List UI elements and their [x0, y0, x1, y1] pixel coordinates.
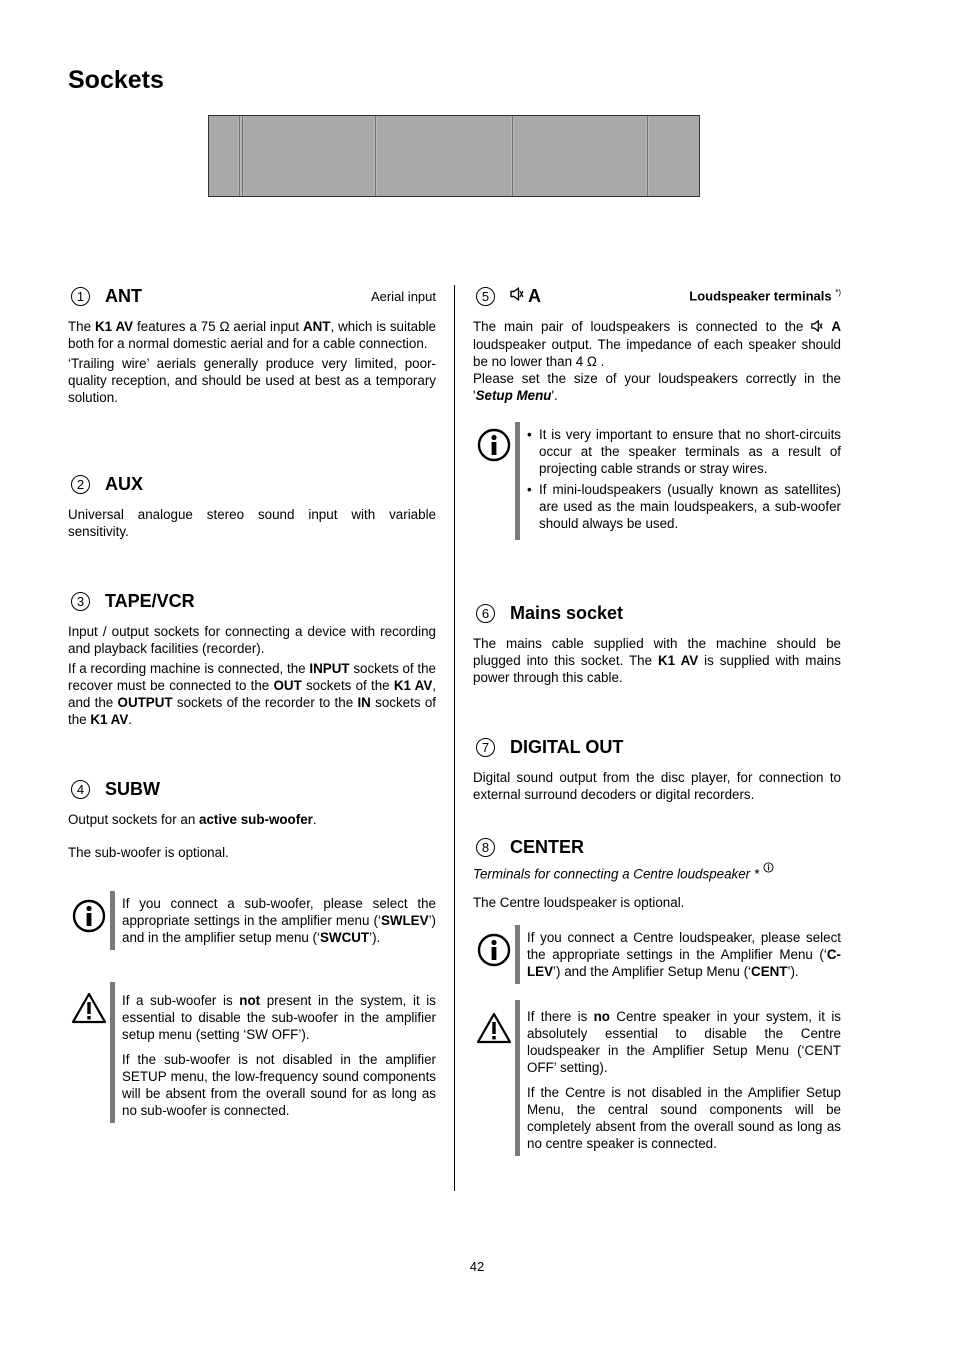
paragraph: Input / output sockets for connecting a device with recording and playback facilities (recorder). — [68, 624, 436, 656]
info-note — [473, 925, 841, 984]
number-badge: 7 — [476, 738, 495, 757]
number-badge: 3 — [71, 592, 90, 611]
section-title: AUX — [105, 473, 144, 494]
section-subw — [68, 777, 436, 1123]
section-ant — [68, 284, 436, 406]
section-title: TAPE/VCR — [105, 590, 195, 611]
page-number: 42 — [469, 1259, 485, 1274]
speaker-icon — [811, 319, 823, 336]
info-note — [473, 422, 841, 540]
info-icon — [473, 925, 515, 984]
section-center — [473, 835, 841, 1156]
section-digital-out — [473, 735, 841, 803]
speaker-icon — [510, 287, 524, 306]
paragraph: Output sockets for an active sub-woofer. — [68, 812, 317, 827]
bullet-item: • If mini-loudspeakers (usually known as satellites) are used as the main loudspeakers, a sub-woofer should always be used. — [527, 481, 841, 532]
section-title: Mains socket — [510, 602, 624, 623]
warning-icon — [473, 1000, 515, 1156]
section-title: ANT — [105, 285, 142, 306]
page-title: Sockets — [68, 66, 164, 94]
section-subtitle: Aerial input — [370, 288, 436, 304]
warning-text: If a sub-woofer is not present in the system, it is essential to disable the sub-woofer in the amplifier setup menu (setting ‘SW OFF’). — [122, 993, 436, 1042]
paragraph: The main pair of loudspeakers is connected to the A loudspeaker output. The impedance of each speaker should be no lower than 4 Ω . — [473, 319, 841, 369]
warning-note — [68, 982, 436, 1123]
warning-text: If the Centre is not disabled in the Amplifier Setup Menu, the central sound components will be completely absent from the overall sound as long as no centre speaker is connected. — [527, 1085, 841, 1152]
section-aux — [68, 472, 436, 540]
number-badge: 4 — [71, 780, 90, 799]
info-icon — [763, 866, 774, 881]
paragraph: Digital sound output from the disc player, for connection to external surround decoders or digital recorders. — [473, 770, 841, 802]
info-text: If you connect a Centre loudspeaker, please select the appropriate settings in the Amplifier Menu (‘C-LEV’) and the Amplifier Setup Menu (‘CENT’). — [527, 930, 841, 980]
warning-note — [473, 1000, 841, 1156]
section-title: SUBW — [105, 778, 160, 799]
paragraph: The mains cable supplied with the machine should be plugged into this socket. The K1 AV is supplied with mains power through this cable. — [473, 636, 842, 685]
paragraph: If a recording machine is connected, the INPUT sockets of the recover must be connected to the OUT sockets of the K1 AV, and the OUTPUT sockets of the recorder to the IN sockets of the K1 AV. — [68, 661, 437, 727]
section-mains — [473, 601, 841, 686]
info-note — [68, 891, 436, 950]
sockets-panel-image — [208, 115, 700, 197]
section-tape-vcr — [68, 589, 436, 728]
paragraph: ‘Trailing wire’ aerials generally produce very limited, poor-quality reception, and should be used at best as a temporary solution. — [68, 356, 436, 405]
section-title: DIGITAL OUT — [510, 736, 624, 757]
warning-icon — [68, 982, 110, 1123]
section-loudspeaker — [473, 284, 841, 540]
paragraph: The Centre loudspeaker is optional. — [473, 895, 685, 911]
number-badge: 8 — [476, 838, 495, 857]
warning-text: If the sub-woofer is not disabled in the amplifier SETUP menu, the low-frequency sound components will be absent from the overall sound for as long as no sub-woofer is connected. — [122, 1052, 436, 1118]
section-title: A — [528, 285, 541, 306]
paragraph: The K1 AV features a 75 Ω aerial input ANT, which is suitable both for a normal domestic aerial and for a cable connection. — [68, 319, 436, 351]
number-badge: 5 — [476, 287, 495, 306]
paragraph: Terminals for connecting a Centre loudspeaker * — [473, 862, 841, 882]
number-badge: 1 — [71, 287, 90, 306]
paragraph: Universal analogue stereo sound input with variable sensitivity. — [68, 507, 436, 539]
number-badge: 6 — [476, 604, 495, 623]
column-divider — [454, 285, 455, 1191]
paragraph: Please set the size of your loudspeakers correctly in the 'Setup Menu'. — [473, 370, 841, 403]
info-icon — [473, 422, 515, 540]
section-title: CENTER — [510, 836, 585, 857]
paragraph: The sub-woofer is optional. — [68, 845, 229, 860]
info-text: If you connect a sub-woofer, please select the appropriate settings in the amplifier menu (‘SWLEV’) and in the amplifier setup menu (‘SWCUT’). — [122, 896, 436, 945]
number-badge: 2 — [71, 475, 90, 494]
warning-text: If there is no Centre speaker in your system, it is absolutely essential to disable the Centre loudspeaker in the Amplifier Setup Menu (‘CENT OFF’ setting). — [527, 1009, 841, 1076]
section-subtitle: Loudspeaker terminals *) — [689, 288, 841, 304]
bullet-item: • It is very important to ensure that no short-circuits occur at the speaker terminals as a result of projecting cable strands or stray wires. — [527, 426, 841, 477]
info-icon — [68, 891, 110, 950]
